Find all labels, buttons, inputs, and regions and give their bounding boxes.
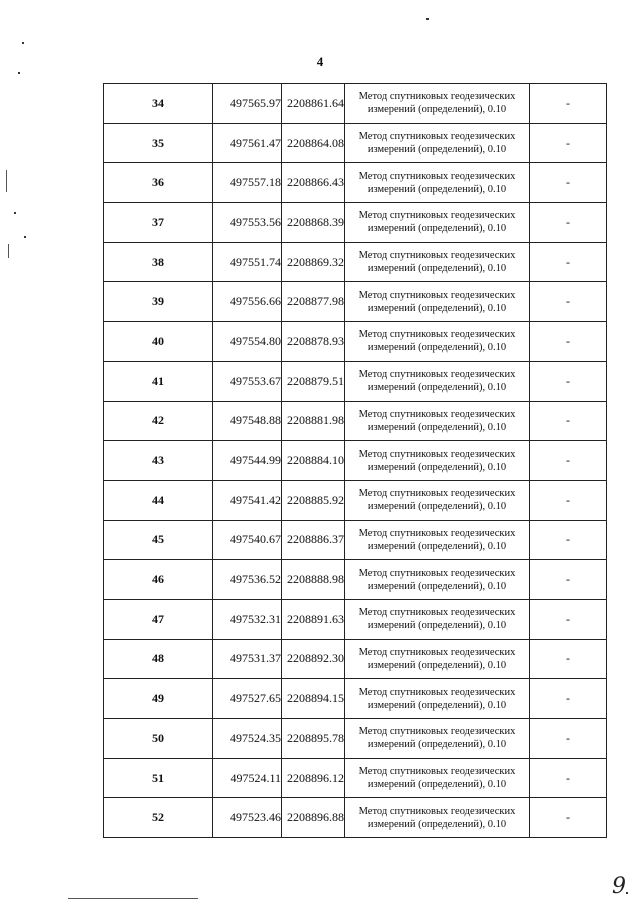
extra-info-cell: -: [530, 361, 607, 401]
extra-info-cell: -: [530, 322, 607, 362]
method-cell: Метод спутниковых геодезических измерений (определений), 0.10: [345, 719, 530, 759]
scan-edge-line: [6, 170, 7, 192]
y-coordinate-cell: 2208886.37: [282, 520, 345, 560]
x-coordinate-cell: 497523.46: [213, 798, 282, 838]
table-row: [104, 361, 607, 401]
point-number-cell: 39: [104, 282, 213, 322]
method-cell: Метод спутниковых геодезических измерений (определений), 0.10: [345, 123, 530, 163]
method-cell: Метод спутниковых геодезических измерений (определений), 0.10: [345, 441, 530, 481]
table-row: [104, 322, 607, 362]
scan-speck: [24, 236, 26, 238]
method-cell: Метод спутниковых геодезических измерений (определений), 0.10: [345, 401, 530, 441]
table-row: [104, 123, 607, 163]
method-cell: Метод спутниковых геодезических измерений (определений), 0.10: [345, 163, 530, 203]
point-number-cell: 48: [104, 639, 213, 679]
method-cell: Метод спутниковых геодезических измерений (определений), 0.10: [345, 84, 530, 124]
point-number-cell: 34: [104, 84, 213, 124]
x-coordinate-cell: 497565.97: [213, 84, 282, 124]
scan-bottom-line: [68, 898, 198, 899]
point-number-cell: 49: [104, 679, 213, 719]
y-coordinate-cell: 2208866.43: [282, 163, 345, 203]
scan-edge-line: [8, 244, 9, 258]
table-row: [104, 599, 607, 639]
x-coordinate-cell: 497532.31: [213, 599, 282, 639]
extra-info-cell: -: [530, 560, 607, 600]
coordinates-table: [103, 83, 607, 838]
table-row: [104, 242, 607, 282]
extra-info-cell: -: [530, 163, 607, 203]
point-number-cell: 37: [104, 203, 213, 243]
x-coordinate-cell: 497561.47: [213, 123, 282, 163]
point-number-cell: 45: [104, 520, 213, 560]
method-cell: Метод спутниковых геодезических измерений (определений), 0.10: [345, 480, 530, 520]
x-coordinate-cell: 497556.66: [213, 282, 282, 322]
extra-info-cell: -: [530, 84, 607, 124]
y-coordinate-cell: 2208891.63: [282, 599, 345, 639]
table-row: [104, 84, 607, 124]
y-coordinate-cell: 2208868.39: [282, 203, 345, 243]
table-row: [104, 679, 607, 719]
point-number-cell: 47: [104, 599, 213, 639]
y-coordinate-cell: 2208895.78: [282, 719, 345, 759]
y-coordinate-cell: 2208877.98: [282, 282, 345, 322]
scan-speck: [22, 42, 24, 44]
point-number-cell: 36: [104, 163, 213, 203]
method-cell: Метод спутниковых геодезических измерений (определений), 0.10: [345, 758, 530, 798]
y-coordinate-cell: 2208892.30: [282, 639, 345, 679]
x-coordinate-cell: 497548.88: [213, 401, 282, 441]
method-cell: Метод спутниковых геодезических измерений (определений), 0.10: [345, 639, 530, 679]
extra-info-cell: -: [530, 242, 607, 282]
scan-speck: [14, 212, 16, 214]
method-cell: Метод спутниковых геодезических измерений (определений), 0.10: [345, 520, 530, 560]
extra-info-cell: -: [530, 480, 607, 520]
x-coordinate-cell: 497553.67: [213, 361, 282, 401]
point-number-cell: 42: [104, 401, 213, 441]
page-number: 4: [316, 54, 324, 69]
y-coordinate-cell: 2208869.32: [282, 242, 345, 282]
extra-info-cell: -: [530, 203, 607, 243]
y-coordinate-cell: 2208879.51: [282, 361, 345, 401]
point-number-cell: 43: [104, 441, 213, 481]
x-coordinate-cell: 497540.67: [213, 520, 282, 560]
y-coordinate-cell: 2208864.08: [282, 123, 345, 163]
method-cell: Метод спутниковых геодезических измерений (определений), 0.10: [345, 361, 530, 401]
extra-info-cell: -: [530, 719, 607, 759]
point-number-cell: 50: [104, 719, 213, 759]
extra-info-cell: -: [530, 679, 607, 719]
x-coordinate-cell: 497527.65: [213, 679, 282, 719]
extra-info-cell: -: [530, 639, 607, 679]
y-coordinate-cell: 2208861.64: [282, 84, 345, 124]
x-coordinate-cell: 497536.52: [213, 560, 282, 600]
method-cell: Метод спутниковых геодезических измерений (определений), 0.10: [345, 679, 530, 719]
extra-info-cell: -: [530, 282, 607, 322]
table-row: [104, 639, 607, 679]
extra-info-cell: -: [530, 123, 607, 163]
method-cell: Метод спутниковых геодезических измерений (определений), 0.10: [345, 203, 530, 243]
x-coordinate-cell: 497544.99: [213, 441, 282, 481]
extra-info-cell: -: [530, 758, 607, 798]
y-coordinate-cell: 2208894.15: [282, 679, 345, 719]
table-row: [104, 758, 607, 798]
x-coordinate-cell: 497524.35: [213, 719, 282, 759]
scan-speck: [18, 72, 20, 74]
x-coordinate-cell: 497551.74: [213, 242, 282, 282]
table-row: [104, 282, 607, 322]
y-coordinate-cell: 2208881.98: [282, 401, 345, 441]
table-row: [104, 520, 607, 560]
y-coordinate-cell: 2208888.98: [282, 560, 345, 600]
method-cell: Метод спутниковых геодезических измерений (определений), 0.10: [345, 599, 530, 639]
point-number-cell: 51: [104, 758, 213, 798]
y-coordinate-cell: 2208884.10: [282, 441, 345, 481]
scan-speck: [626, 892, 628, 894]
table-row: [104, 560, 607, 600]
method-cell: Метод спутниковых геодезических измерений (определений), 0.10: [345, 282, 530, 322]
x-coordinate-cell: 497554.80: [213, 322, 282, 362]
table-row: [104, 798, 607, 838]
x-coordinate-cell: 497557.18: [213, 163, 282, 203]
point-number-cell: 38: [104, 242, 213, 282]
point-number-cell: 52: [104, 798, 213, 838]
table-row: [104, 441, 607, 481]
y-coordinate-cell: 2208896.12: [282, 758, 345, 798]
method-cell: Метод спутниковых геодезических измерений (определений), 0.10: [345, 242, 530, 282]
method-cell: Метод спутниковых геодезических измерений (определений), 0.10: [345, 322, 530, 362]
x-coordinate-cell: 497553.56: [213, 203, 282, 243]
table-row: [104, 163, 607, 203]
x-coordinate-cell: 497541.42: [213, 480, 282, 520]
table-row: [104, 203, 607, 243]
extra-info-cell: -: [530, 520, 607, 560]
method-cell: Метод спутниковых геодезических измерений (определений), 0.10: [345, 798, 530, 838]
extra-info-cell: -: [530, 441, 607, 481]
scan-speck: [426, 18, 429, 20]
point-number-cell: 46: [104, 560, 213, 600]
y-coordinate-cell: 2208885.92: [282, 480, 345, 520]
point-number-cell: 44: [104, 480, 213, 520]
point-number-cell: 41: [104, 361, 213, 401]
table-row: [104, 480, 607, 520]
extra-info-cell: -: [530, 401, 607, 441]
table-row: [104, 719, 607, 759]
table-row: [104, 401, 607, 441]
handwritten-initial: 9: [612, 874, 626, 899]
table-body: [104, 84, 607, 838]
method-cell: Метод спутниковых геодезических измерений (определений), 0.10: [345, 560, 530, 600]
extra-info-cell: -: [530, 599, 607, 639]
x-coordinate-cell: 497531.37: [213, 639, 282, 679]
extra-info-cell: -: [530, 798, 607, 838]
y-coordinate-cell: 2208896.88: [282, 798, 345, 838]
y-coordinate-cell: 2208878.93: [282, 322, 345, 362]
point-number-cell: 35: [104, 123, 213, 163]
point-number-cell: 40: [104, 322, 213, 362]
x-coordinate-cell: 497524.11: [213, 758, 282, 798]
